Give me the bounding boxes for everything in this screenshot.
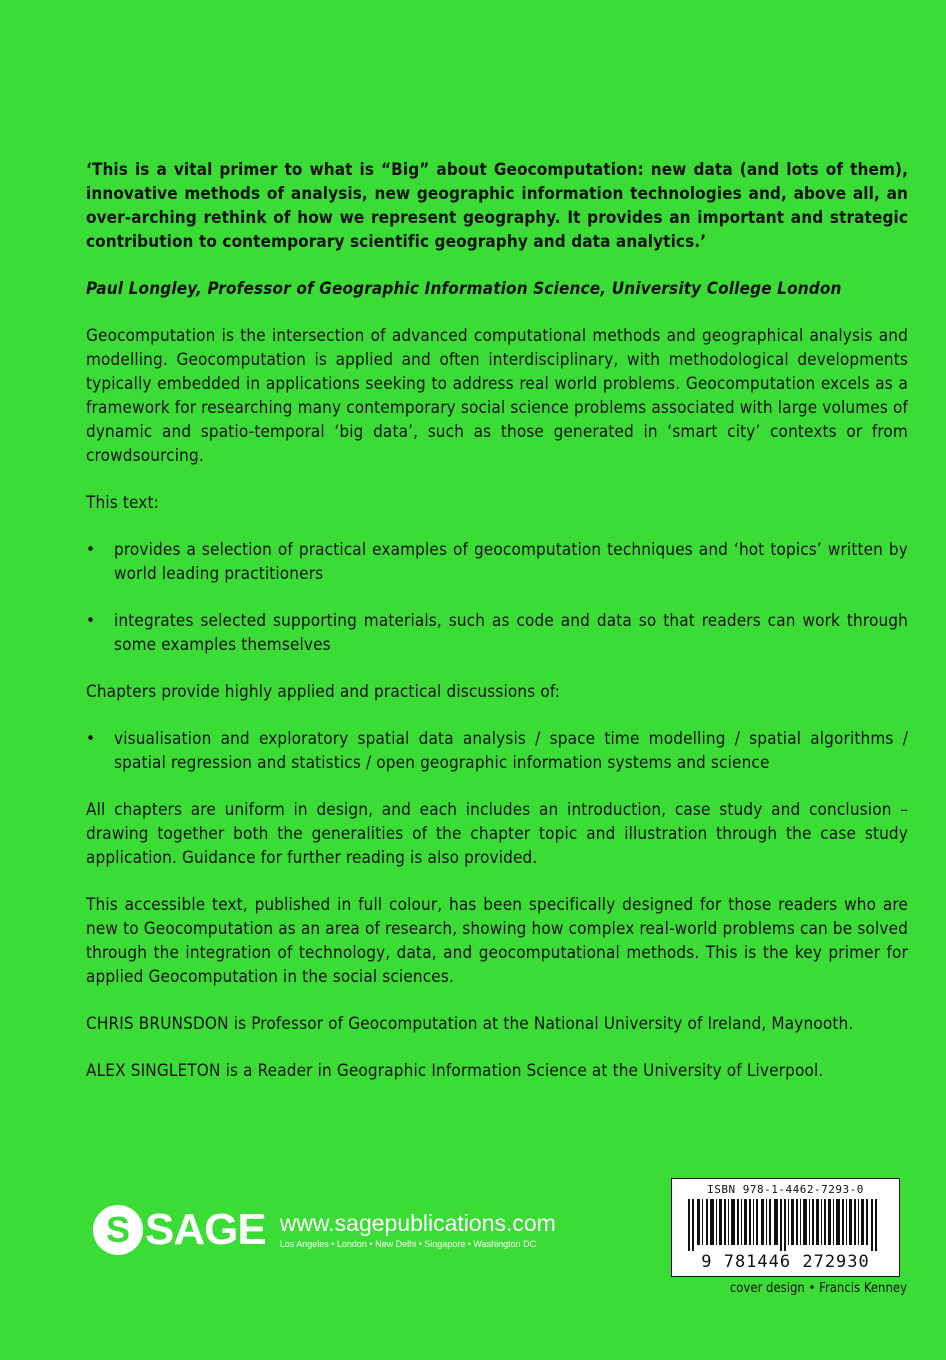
isbn-barcode [671, 1178, 900, 1277]
isbn-label: ISBN 978-1-4462-7293-0 [707, 1183, 864, 1196]
sage-wordmark: SAGE [145, 1205, 266, 1254]
bullet-icon: • [86, 611, 96, 631]
endorsement-quote: ‘This is a vital primer to what is “Big” about Geocomputation: new data (and lots of them), innovative methods of analysis, new geographic information technologies and, above all, an over-arching rethink of how we represent geography. It provides an important and strategic contribution to contemporary scientific geography and data analytics.’ [86, 160, 908, 252]
uniform-paragraph: All chapters are uniform in design, and each includes an introduction, case study and conclusion – drawing together both the generalities of the chapter topic and illustration through the case study application. Guidance for further reading is also provided. [86, 800, 908, 868]
publisher-logo [93, 1205, 556, 1255]
bullet-item [86, 538, 908, 586]
bullet-text: integrates selected supporting materials, such as code and data so that readers can work through some examples themselves [114, 611, 908, 655]
this-text-label: This text: [86, 493, 159, 513]
publisher-info [280, 1210, 556, 1250]
cover-design-credit: cover design • Francis Kenney [729, 1281, 907, 1296]
author-bio-singleton: ALEX SINGLETON is a Reader in Geographic Information Science at the University of Liverpool. [86, 1061, 824, 1081]
barcode-bars-icon [688, 1199, 883, 1251]
sage-logo-icon: S [93, 1205, 143, 1255]
chapters-label: Chapters provide highly applied and practical discussions of: [86, 682, 561, 702]
barcode-number: 9 781446 272930 [701, 1252, 870, 1272]
intro-paragraph: Geocomputation is the intersection of advanced computational methods and geographical analysis and modelling. Geocomputation is applied and often interdisciplinary, with methodological developments typically embedded in applications seeking to address real world problems. Geocomputation excels as a framework for researching many contemporary social science problems associated with large volumes of dynamic and spatio-temporal ‘big data’, such as those generated in ‘smart city’ contexts or from crowdsourcing. [86, 326, 908, 466]
endorsement-attribution: Paul Longley, Professor of Geographic Information Science, University College London [86, 279, 842, 299]
publisher-url: www.sagepublications.com [279, 1210, 556, 1236]
publisher-cities: Los Angeles • London • New Delhi • Singapore • Washington DC [279, 1239, 537, 1249]
author-bio-brunsdon: CHRIS BRUNSDON is Professor of Geocomputation at the National University of Ireland, Maynooth. [86, 1014, 854, 1034]
back-cover-text [86, 158, 908, 1083]
bullet-text: visualisation and exploratory spatial data analysis / space time modelling / spatial algorithms / spatial regression and statistics / open geographic information systems and science [114, 729, 908, 773]
bullet-item [86, 727, 908, 775]
bullet-item [86, 609, 908, 657]
bullet-icon: • [86, 540, 96, 560]
bullet-icon: • [86, 729, 96, 749]
bullet-text: provides a selection of practical examples of geocomputation techniques and ‘hot topics’ written by world leading practitioners [114, 540, 908, 584]
accessible-paragraph: This accessible text, published in full colour, has been specifically designed for those readers who are new to Geocomputation as an area of research, showing how complex real-world problems can be solved through the integration of technology, data, and geocomputational methods. This is the key primer for applied Geocomputation in the social sciences. [86, 895, 908, 987]
